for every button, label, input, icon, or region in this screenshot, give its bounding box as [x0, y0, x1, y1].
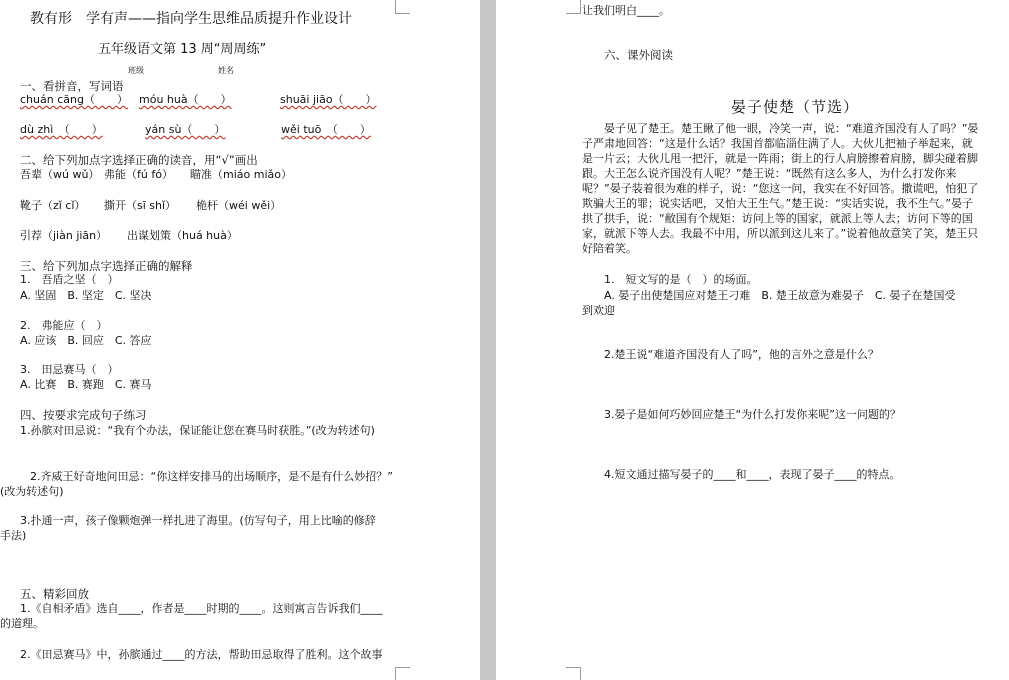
reading-choice-item: 出谋划策（huá huà） [127, 229, 238, 242]
reading-choice-item: 引荐（jiàn jiān） [20, 229, 108, 242]
section-3-heading: 三、给下列加点字选择正确的解释 [20, 259, 193, 273]
pinyin-item: yán sù（ ） [145, 123, 226, 136]
page-gutter [480, 0, 496, 680]
answer-options: A. 比赛 B. 赛跑 C. 赛马 [20, 378, 152, 391]
question-text: 4.短文通过描写晏子的____和____，表现了晏子____的特点。 [604, 468, 901, 481]
answer-options: A. 坚固 B. 坚定 C. 坚决 [20, 289, 152, 302]
question-text: 的道理。 [0, 617, 44, 630]
question-text: 2. 弗能应（ ） [20, 319, 108, 332]
section-5-heading: 五、精彩回放 [20, 587, 89, 601]
reading-choice-item: 瞄准（miáo miǎo） [190, 168, 292, 181]
answer-options: A. 应该 B. 回应 C. 答应 [20, 334, 152, 347]
document-page-right [496, 0, 1009, 680]
question-text: 2.楚王说“难道齐国没有人了吗”，他的言外之意是什么？ [604, 348, 879, 361]
question-text: 2.《田忌赛马》中，孙膑通过____的方法，帮助田忌取得了胜利。这个故事 [20, 648, 383, 661]
question-text: 3.扑通一声，孩子像颗炮弹一样扎进了海里。(仿写句子，用上比喻的修辞 [20, 514, 376, 527]
margin-corner-mark [566, 667, 581, 680]
worksheet-title: 五年级语文第 13 周“周周练” [98, 42, 267, 57]
pinyin-item: móu huà（ ） [139, 93, 232, 106]
section-4-heading: 四、按要求完成句子练习 [20, 408, 147, 422]
margin-corner-mark [395, 0, 410, 14]
article-title: 晏子使楚（节选） [731, 98, 860, 116]
reading-choice-item: 靴子（zǐ cǐ） [20, 199, 86, 212]
pinyin-item: chuán căng（ ） [20, 93, 128, 106]
section-2-heading: 二、给下列加点字选择正确的读音，用“√”画出 [20, 153, 258, 167]
pinyin-item: dù zhì （ ） [20, 123, 103, 136]
question-text: 3.晏子是如何巧妙回应楚王“为什么打发你来呢”这一问题的？ [604, 408, 901, 421]
name-label: 姓名 [218, 66, 234, 75]
question-text: 3. 田忌赛马（ ） [20, 363, 119, 376]
answer-options: A. 晏子出使楚国应对楚王刁难 B. 楚王故意为难晏子 C. 晏子在楚国受 [604, 289, 956, 302]
margin-corner-mark [395, 667, 410, 680]
section-1-heading: 一、看拼音，写词语 [20, 79, 124, 93]
margin-corner-mark [566, 0, 581, 14]
reading-choice-item: 桅杆（wéi wěi） [196, 199, 282, 212]
question-text: 1. 吾盾之坚（ ） [20, 273, 119, 286]
pinyin-item: wěi tuō （ ） [281, 123, 371, 136]
reading-choice-item: 吾辈（wú wǔ） [20, 168, 100, 181]
question-text: 1. 短文写的是（ ）的场面。 [604, 273, 758, 286]
class-label: 班级 [128, 66, 144, 75]
question-text: 1.孙膑对田忌说：“我有个办法，保证能让您在赛马时获胜。”(改为转述句) [20, 424, 375, 437]
pinyin-item: shuāi jiāo（ ） [280, 93, 377, 106]
question-text: 手法) [0, 529, 27, 542]
question-text: 2.齐威王好奇地问田忌：“你这样安排马的出场顺序，是不是有什么妙招？” [30, 470, 393, 483]
reading-choice-item: 撕开（sī shǐ） [104, 199, 177, 212]
question-text: (改为转述句) [0, 485, 64, 498]
reading-choice-item: 弗能（fú fó） [104, 168, 173, 181]
question-text: 1.《自相矛盾》选自____，作者是____时期的____。这则寓言告诉我们____ [20, 602, 383, 615]
article-body: 晏子见了楚王。楚王瞅了他一眼，冷笑一声，说：“难道齐国没有人了吗？”晏子严肃地回答：“这是什么话？我国首都临淄住满了人。大伙儿把袖子举起来，就是一片云；大伙儿甩一把汗，就是一阵雨；街上的行人肩膀擦着肩膀，脚尖碰着脚跟。大王怎么说齐国没有人呢？”楚王说：“既然有这么多人，为什么打发你来呢？”晏子装着很为难的样子，说：“您这一问，我实在不好回答。撒谎吧，怕犯了欺骗大王的罪；说实话吧，又怕大王生气。”楚王说：“实话实说，我不生气。”晏子拱了拱手，说：“敝国有个规矩：访问上等的国家，就派上等人去；访问下等的国家，就派下等人去。我最不中用，所以派到这儿来了。”说着他故意笑了笑，楚王只好陪着笑。 [582, 122, 979, 255]
answer-options: 到欢迎 [582, 304, 615, 317]
document-page-left [0, 0, 480, 680]
document-header: 教有形 学有声——指向学生思维品质提升作业设计 [30, 11, 352, 27]
continued-text: 让我们明白____。 [582, 4, 670, 17]
section-6-heading: 六、课外阅读 [604, 48, 673, 62]
